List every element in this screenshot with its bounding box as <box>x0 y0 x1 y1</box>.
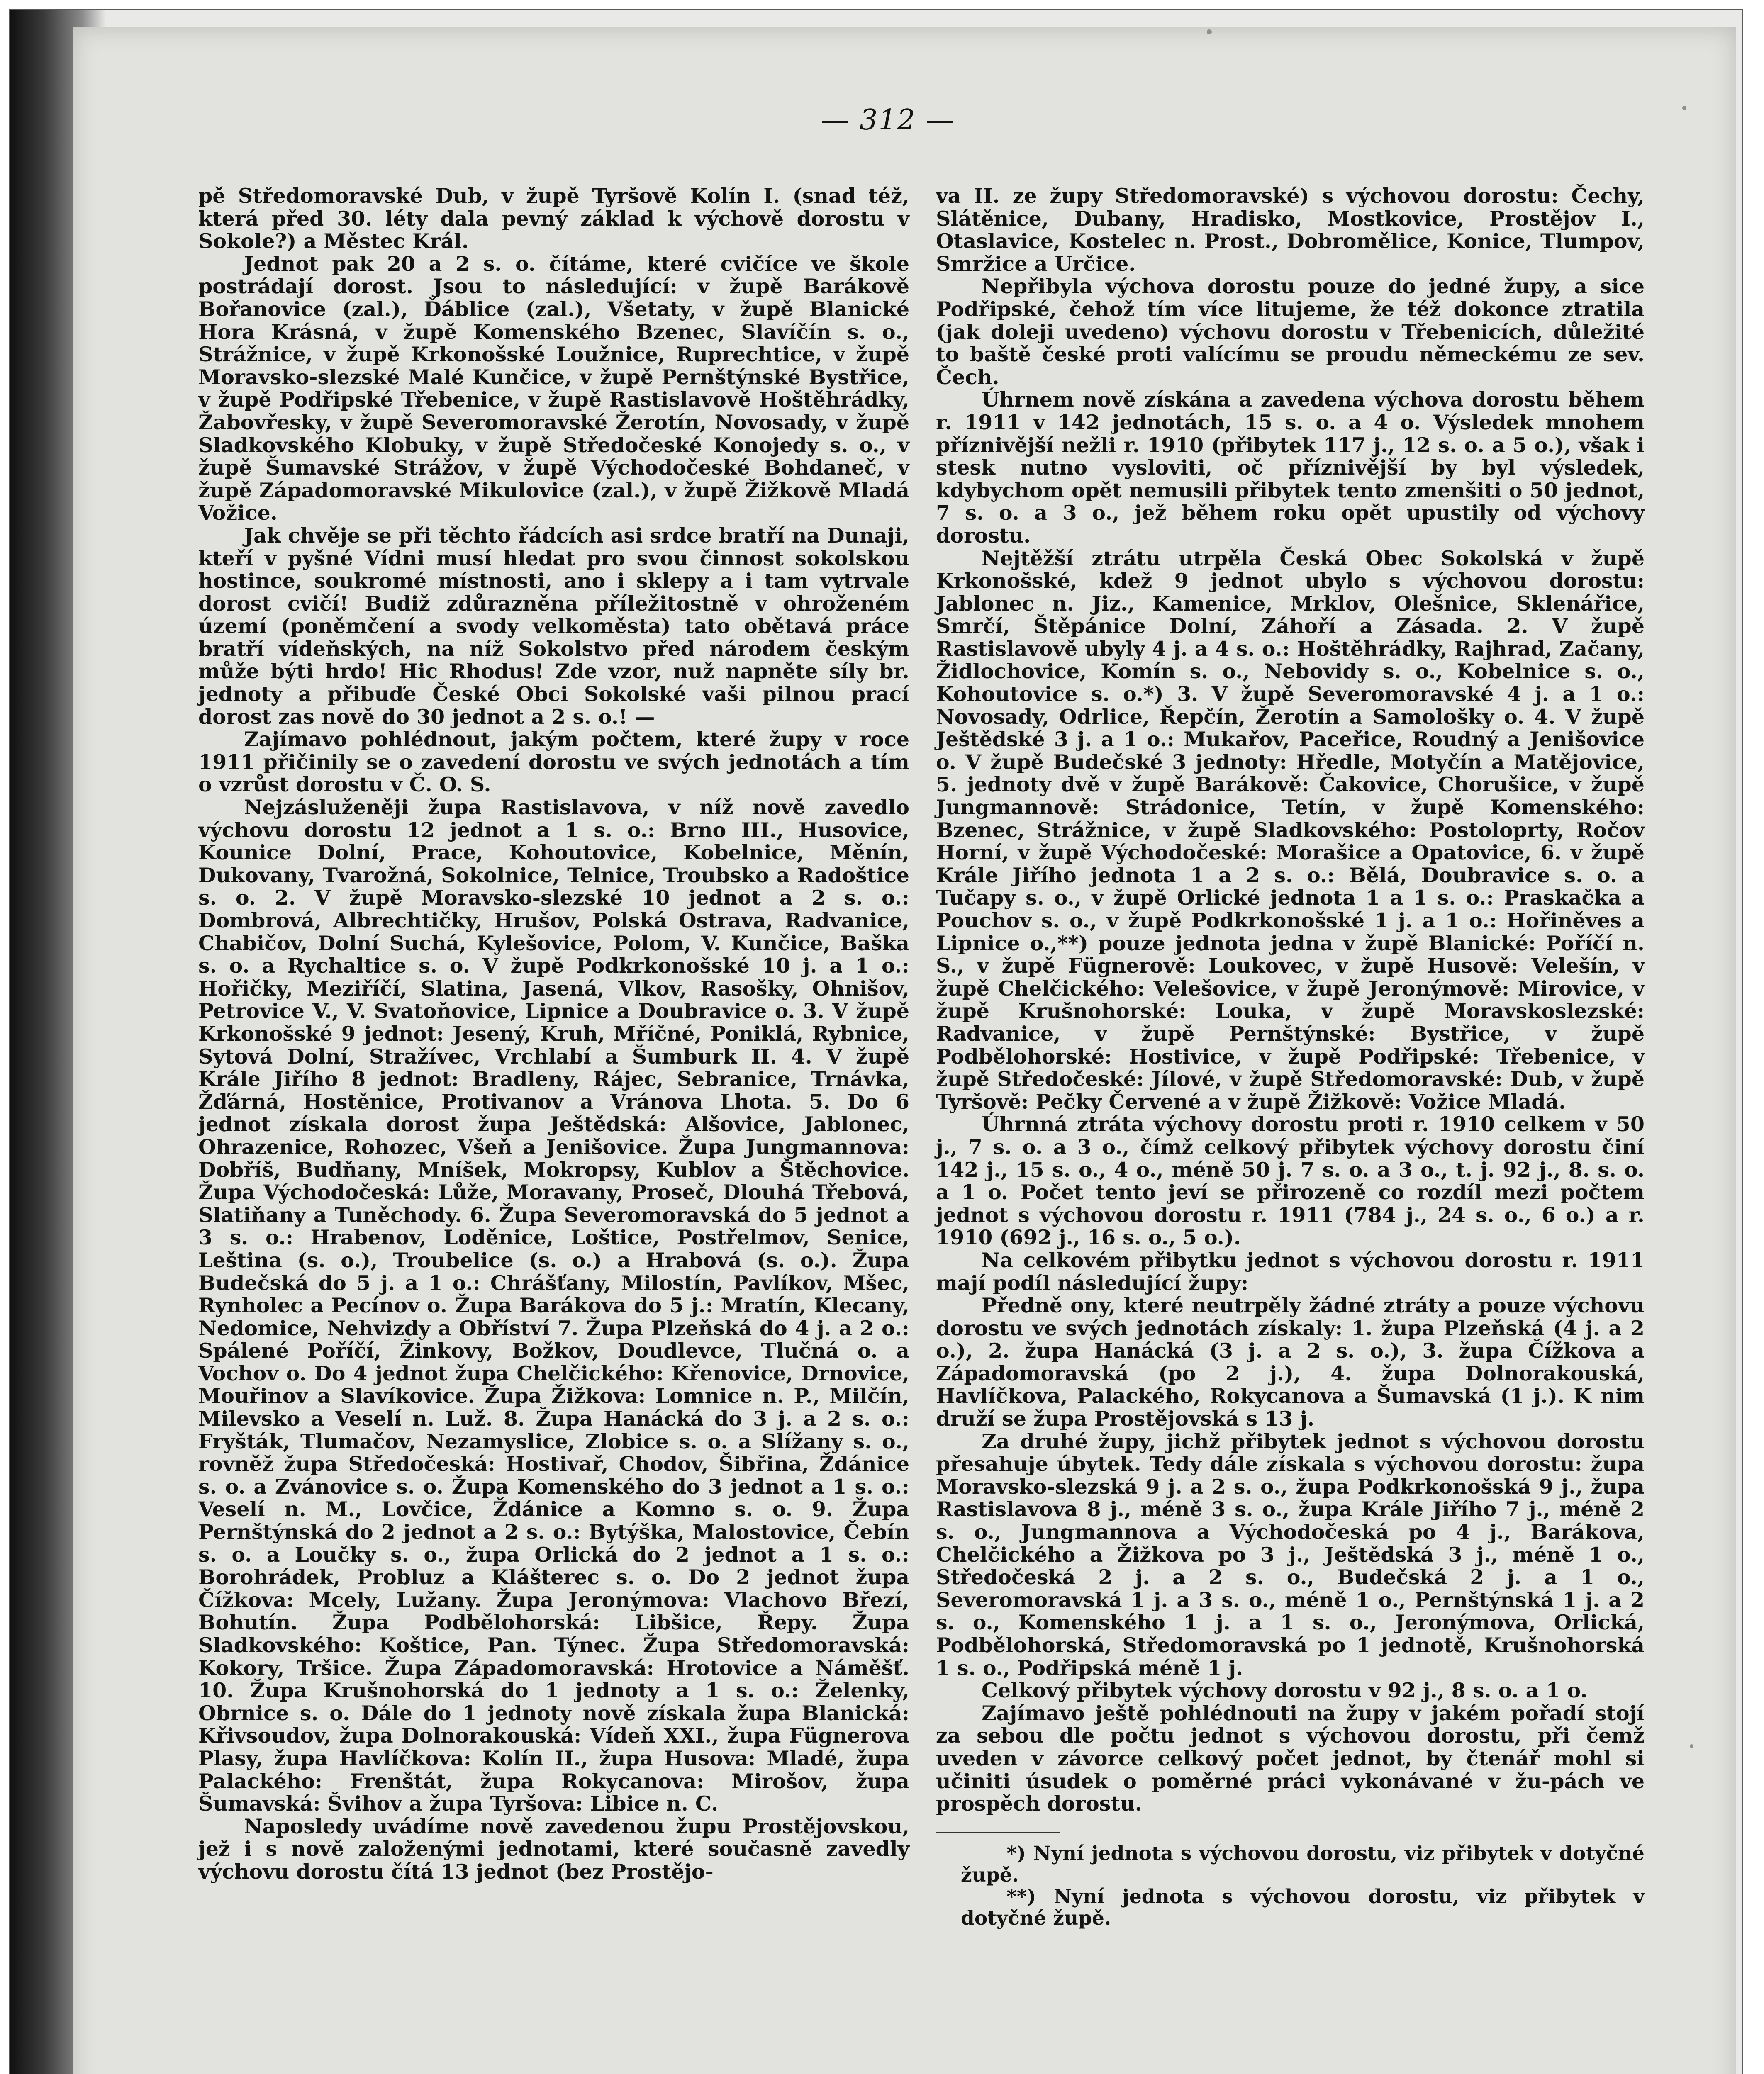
paragraph: Nejzásluženěji župa Rastislavova, v níž nově zavedlo výchovu dorostu 12 jednot a 1 s. o.: Brno III., Husovice, Kounice Dolní, Prace, Kohoutovice, Kobelnice, Měnín, Dukovany, Tvarožná, Sokolnice, Telnice, Troubsko a Radoštice s. o. 2. V župě Moravsko-slezské 10 jednot a 2 s. o.: Dombrová, Albrechtičky, Hrušov, Polská Ostrava, Radvanice, Chabičov, Dolní Suchá, Kylešovice, Polom, V. Kunčice, Baška s. o. a Rychaltice s. o. V župě Podkrkonošské 10 j. a 1 o.: Hořičky, Meziříčí, Slatina, Jasená, Vlkov, Rasošky, Ohnišov, Petrovice V., V. Svatoňovice, Lipnice a Doubravice o. 3. V župě Krkonošské 9 jednot: Jesený, Kruh, Mříčné, Poniklá, Rybnice, Sytová Dolní, Stražívec, Vrchlabí a Šumburk II. 4. V župě Krále Jiřího 8 jednot: Bradleny, Rájec, Sebranice, Trnávka, Žďárná, Hostěnice, Protivanov a Vránova Lhota. 5. Do 6 jednot získala dorost župa Ještědská: Alšovice, Jablonec, Ohrazenice, Rohozec, Všeň a Jenišovice. Župa Jungmannova: Dobříš, Budňany, Mníšek, Mokropsy, Kublov a Štěchovice. Župa Východočeská: Lůže, Moravany, Proseč, Dlouhá Třebová, Slatiňany a Tuněchody. 6. Župa Severomoravská do 5 jednot a 3 s. o.: Hrabenov, Loděnice, Loštice, Postřelmov, Senice, Leština (s. o.), Troubelice (s. o.) a Hrabová (s. o.). Župa Budečská do 5 j. a 1 o.: Chrášťany, Milostín, Pavlíkov, Mšec, Rynholec a Pecínov o. Župa Barákova do 5 j.: Mratín, Klecany, Nedomice, Nehvizdy a Obříství 7. Župa Plzeňská do 4 j. a 2 o.: Spálené Poříčí, Žinkovy, Božkov, Doudlevce, Tlučná o. a Vochov o. Do 4 jednot župa Chelčického: Křenovice, Drnovice, Mouřinov a Slavíkovice. Župa Žižkova: Lomnice n. P., Milčín, Milevsko a Veselí n. Luž. 8. Župa Hanácká do 3 j. a 2 s. o.: Fryšták, Tlumačov, Nezamyslice, Zlobice s. o. a Slížany s. o., rovněž župa Středočeská: Hostivař, Chodov, Šibřina, Ždánice s. o. a Zvánovice s. o. Župa Komenského do 3 jednot a 1 s. o.: Veselí n. M., Lovčice, Ždánice a Komno s. o. 9. Župa Pernštýnská do 2 jednot a 2 s. o.: Bytýška, Malostovice, Čebín s. o. a Loučky s. o., župa Orlická do 2 jednot a 1 s. o.: Borohrádek, Probluz a Klášterec s. o. Do 2 jednot župa Čížkova: Mcely, Lužany. Župa Jeronýmova: Vlachovo Březí, Bohutín. Župa Podbělohorská: Libšice, Řepy. Župa Sladkovského: Koštice, Pan. Týnec. Župa Středomoravská: Kokory, Tršice. Župa Západomoravská: Hrotovice a Náměšť. 10. Župa Krušnohorská do 1 jednoty a 1 s. o.: Želenky, Obrnice s. o. Dále do 1 jednoty nově získala župa Blanická: Křivsoudov, župa Dolnorakouská: Vídeň XXI., župa Fügnerova Plasy, župa Havlíčkova: Kolín II., župa Husova: Mladé, župa Palackého: Frenštát, župa Rokycanova: Mirošov, župa Šumavská: Švihov a župa Tyršova: Libice n. C. <box>198 795 909 1816</box>
scan-speck <box>1682 106 1686 110</box>
scan-speck <box>1207 29 1212 34</box>
paragraph: Předně ony, které neutrpěly žádné ztráty a pouze výchovu dorostu ve svých jednotách získaly: 1. župa Plzeňská (4 j. a 2 o.), 2. župa Hanácká (3 j. a 2 s. o.), 3. župa Čížkova a Západomoravská (po 2 j.), 4. župa Dolnorakouská, Havlíčkova, Palackého, Rokycanova a Šumavská (1 j.). K nim druží se župa Prostějovská s 13 j. <box>936 1293 1645 1431</box>
paragraph: Zajímavo pohlédnout, jakým počtem, které župy v roce 1911 přičinily se o zavedení dorostu ve svých jednotách a tím o vzrůst dorostu v Č. O. S. <box>198 727 909 797</box>
footnote: *) Nyní jednota s výchovou dorostu, viz přibytek v dotyčné župě. <box>961 1842 1645 1887</box>
paragraph: pě Středomoravské Dub, v župě Tyršově Kolín I. (snad též, která před 30. léty dala pevný základ k výchově dorostu v Sokole?) a Městec Král. <box>198 184 909 253</box>
paragraph: va II. ze župy Středomoravské) s výchovou dorostu: Čechy, Slátěnice, Dubany, Hradisko, Mostkovice, Prostějov I., Otaslavice, Kostelec n. Prost., Dobromělice, Konice, Tlumpov, Smržice a Určice. <box>936 184 1645 276</box>
scan-speck <box>1690 1744 1693 1748</box>
left-text-column <box>198 185 909 1883</box>
paragraph: Celkový přibytek výchovy dorostu v 92 j., 8 s. o. a 1 o. <box>982 1678 1588 1703</box>
paragraph: Za druhé župy, jichž přibytek jednot s výchovou dorostu přesahuje úbytek. Tedy dále získala s výchovou dorostu: župa Moravsko-slezská 9 j. a 2 s. o., župa Podkrkonošská 9 j., župa Rastislavova 8 j., méně 3 s. o., župa Krále Jiřího 7 j., méně 2 s. o., Jungmannova a Východočeská po 4 j., Barákova, Chelčického a Žižkova po 3 j., Ještědská 3 j., méně 1 o., Středočeská 2 j. a 2 s. o., Budečská 2 j. a 1 o., Severomoravská 1 j. a 3 s. o., méně 1 o., Pernštýnská 1 j. a 2 s. o., Komenského 1 j. a 1 s. o., Jeronýmova, Orlická, Podbělohorská, Středomoravská po 1 jednotě, Krušnohorská 1 s. o., Podřipská méně 1 j. <box>936 1429 1645 1680</box>
paragraph: Jednot pak 20 a 2 s. o. čítáme, které cvičíce ve škole postrádají dorost. Jsou to následující: v župě Barákově Bořanovice (zal.), Ďáblice (zal.), Všetaty, v župě Blanické Hora Krásná, v župě Komenského Bzenec, Slavíčín s. o., Strážnice, v župě Krkonošské Loužnice, Ruprechtice, v župě Moravsko-slezské Malé Kunčice, v župě Pernštýnské Bystřice, v župě Podřipské Třebenice, v župě Rastislavově Hoštěhrádky, Žabovřesky, v župě Severomoravské Žerotín, Novosady, v župě Sladkovského Klobuky, v župě Středočeské Konojedy s. o., v župě Šumavské Strážov, v župě Východočeské Bohdaneč, v župě Západomoravské Mikulovice (zal.), v župě Žižkově Mladá Vožice. <box>198 251 909 525</box>
paragraph: Zajímavo ještě pohlédnouti na župy v jakém pořadí stojí za sebou dle počtu jednot s výchovou dorostu, při čemž uveden v závorce celkový počet jednot, by čtenář mohl si učiniti úsudek o poměrné práci vykonávané v žu-pách ve prospěch dorostu. <box>936 1701 1645 1816</box>
paragraph: Úhrnem nově získána a zavedena výchova dorostu během r. 1911 v 142 jednotách, 15 s. o. a 4 o. Výsledek mnohem příznivější nežli r. 1910 (přibytek 117 j., 12 s. o. a 5 o.), však i stesk nutno vysloviti, oč příznivější by byl výsledek, kdybychom opět nemusili přibytek tento zmenšiti o 50 jednot, 7 s. o. a 3 o., jež během roku opět upustily od výchovy dorostu. <box>936 387 1645 548</box>
paragraph: Jak chvěje se při těchto řádcích asi srdce bratří na Dunaji, kteří v pyšné Vídni musí hledat pro svou činnost sokolskou hostince, soukromé místnosti, ano i sklepy a i tam vytrvale dorost cvičí! Budiž zdůrazněna příležitostně v ohroženém území (poněmčení a svody velkoměsta) tato obětavá práce bratří vídeňských, na níž Sokolstvo před národem českým může býti hrdo! Hic Rhodus! Zde vzor, nuž napněte síly br. jednoty a přibuďe České Obci Sokolské vaši pilnou prací dorost zas nově do 30 jednot a 2 s. o.! — <box>198 523 909 729</box>
paragraph: Naposledy uvádíme nově zavedenou župu Prostějovskou, jež i s nově založenými jednotami, které současně zavedly výchovu dorostu čítá 13 jednot (bez Prostějo- <box>198 1814 909 1884</box>
paragraph: Nepřibyla výchova dorostu pouze do jedné župy, a sice Podřipské, čehož tím více litujeme, že též dokonce ztratila (jak doleji uvedeno) výchovu dorostu v Třebenicích, důležité to baště české proti valícímu se proudu německému ze sev. Čech. <box>936 274 1645 389</box>
page-number: — 312 — <box>821 104 955 136</box>
paragraph: Nejtěžší ztrátu utrpěla Česká Obec Sokolská v župě Krkonošské, kdež 9 jednot ubylo s výchovou dorostu: Jablonec n. Jiz., Kamenice, Mrklov, Olešnice, Sklenářice, Smrčí, Štěpánice Dolní, Záhoří a Zásada. 2. V župě Rastislavově ubyly 4 j. a 4 s. o.: Hoštěhrádky, Rajhrad, Začany, Židlochovice, Komín s. o., Nebovidy s. o., Kobelnice s. o., Kohoutovice s. o.*) 3. V župě Severomoravské 4 j. a 1 o.: Novosady, Odrlice, Řepčín, Žerotín a Samološky o. 4. V župě Ještědské 3 j. a 1 o.: Mukařov, Paceřice, Roudný a Jenišovice o. V župě Budečské 3 jednoty: Hředle, Motyčín a Matějovice, 5. jednoty dvě v župě Barákově: Čakovice, Chorušice, v župě Jungmannově: Strádonice, Tetín, v župě Komenského: Bzenec, Strážnice, v župě Sladkovského: Postoloprty, Ročov Horní, v župě Východočeské: Morašice a Opatovice, 6. v župě Krále Jiřího jednota 1 a 2 s. o.: Bělá, Doubravice s. o. a Tučapy s. o., v župě Orlické jednota 1 a 1 s. o.: Praskačka a Pouchov s. o., v župě Podkrkonošské 1 j. a 1 o.: Hořiněves a Lipnice o.,**) pouze jednota jedna v župě Blanické: Poříčí n. S., v župě Fügnerově: Loukovec, v župě Husově: Velešín, v župě Chelčického: Velešovice, v župě Jeronýmově: Mirovice, v župě Krušnohorské: Louka, v župě Moravskoslezské: Radvanice, v župě Pernštýnské: Bystřice, v župě Podbělohorské: Hostivice, v župě Podřipské: Třebenice, v župě Středočeské: Jílové, v župě Středomoravské: Dub, v župě Tyršově: Pečky Červené a v župě Žižkově: Vožice Mladá. <box>936 546 1645 1114</box>
paragraph: Na celkovém přibytku jednot s výchovou dorostu r. 1911 mají podíl následující župy: <box>936 1248 1645 1295</box>
paragraph: Úhrnná ztráta výchovy dorostu proti r. 1910 celkem v 50 j., 7 s. o. a 3 o., čímž celkový přibytek výchovy dorostu činí 142 j., 15 s. o., 4 o., méně 50 j. 7 s. o. a 3 o., t. j. 92 j., 8. s. o. a 1 o. Počet tento jeví se přirozeně co rozdíl mezi počtem jednot s výchovou dorostu r. 1911 (784 j., 24 s. o., 6 o.) a r. 1910 (692 j., 16 s. o., 5 o.). <box>936 1112 1645 1250</box>
right-text-column <box>936 185 1645 1929</box>
footnote-rule <box>936 1832 1060 1833</box>
footnote: **) Nyní jednota s výchovou dorostu, viz přibytek v dotyčné župě. <box>961 1885 1645 1930</box>
